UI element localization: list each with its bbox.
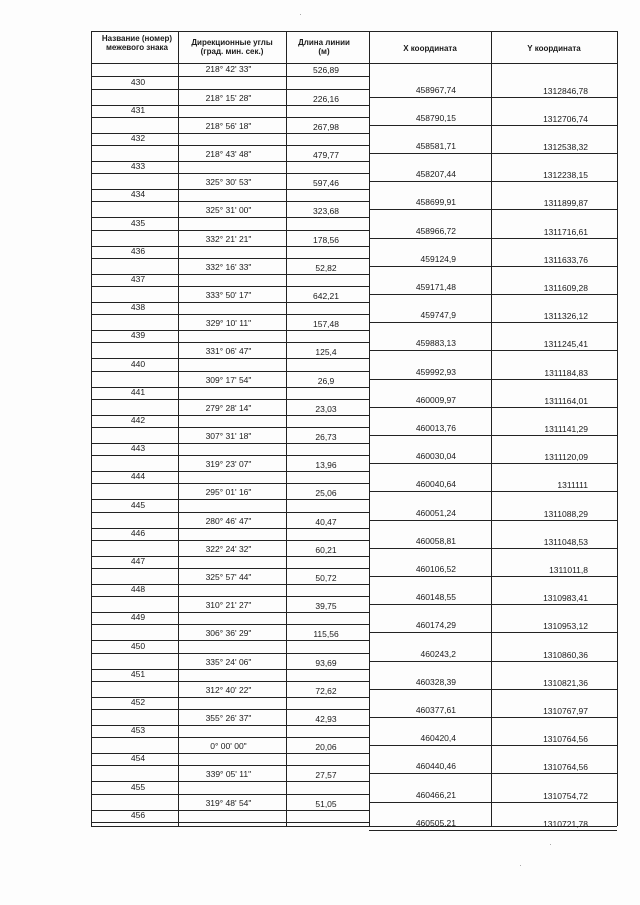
point-rule (91, 624, 369, 625)
header-x (372, 44, 488, 53)
point-rule (91, 258, 369, 259)
length-cell: 23,03 (315, 403, 337, 414)
angle-cell: 331° 06' 47" (205, 346, 252, 357)
point-label: 431 (130, 104, 146, 115)
coord-rule (369, 322, 617, 323)
point-rule (91, 455, 369, 456)
x-coordinate-cell: 460148,55 (415, 592, 456, 603)
coord-rule (369, 181, 617, 182)
angle-cell: 309° 17' 54" (205, 374, 252, 385)
angle-cell: 322° 24' 32" (205, 543, 252, 554)
y-coordinate-cell: 1311141,29 (544, 423, 588, 434)
length-cell: 39,75 (315, 601, 337, 612)
point-rule (91, 794, 369, 795)
y-coordinate-cell: 1311609,28 (543, 282, 588, 293)
point-label: 433 (130, 161, 146, 172)
x-coordinate-cell: 459992,93 (415, 366, 456, 377)
y-coordinate-cell: 1310764,56 (543, 734, 588, 745)
x-coordinate-cell: 459747,9 (420, 310, 456, 321)
x-coordinate-cell: 460328,39 (415, 676, 456, 687)
scan-speck (520, 865, 521, 866)
y-coordinate-cell: 1311011,8 (549, 564, 588, 575)
angle-cell: 279° 28' 14" (205, 402, 252, 413)
y-coordinate-cell: 1311111 (557, 480, 588, 491)
angle-cell: 218° 56' 18" (205, 120, 252, 131)
length-cell: 51,05 (315, 798, 337, 809)
angle-cell: 325° 30' 53" (205, 177, 252, 188)
length-cell: 26,9 (317, 375, 335, 386)
y-coordinate-cell: 1310721,78 (543, 818, 588, 829)
point-rule (91, 653, 369, 654)
y-coordinate-cell: 1311164,01 (544, 395, 588, 406)
y-coordinate-cell: 1311633,76 (543, 254, 588, 265)
y-coordinate-cell: 1310764,56 (543, 762, 588, 773)
header-length (292, 38, 356, 56)
coord-rule (369, 463, 617, 464)
coord-rule (369, 689, 617, 690)
angle-cell: 306° 36' 29" (205, 628, 252, 639)
length-cell: 27,57 (315, 770, 337, 781)
length-cell: 42,93 (315, 713, 337, 724)
header-angle (182, 38, 282, 56)
point-label: 434 (130, 189, 146, 200)
coord-rule (369, 802, 617, 803)
point-rule (91, 427, 369, 428)
point-label: 436 (130, 245, 146, 256)
x-coordinate-cell: 458966,72 (415, 225, 456, 236)
coord-rule (369, 491, 617, 492)
x-coordinate-cell: 460013,76 (415, 422, 456, 433)
x-coordinate-cell: 460051,24 (415, 507, 456, 518)
angle-cell: 339° 05' 11" (205, 769, 252, 780)
point-label: 440 (130, 358, 146, 369)
y-coordinate-cell: 1311048,53 (543, 536, 588, 547)
coord-rule (369, 379, 617, 380)
x-coordinate-cell: 458790,15 (415, 112, 456, 123)
point-rule (91, 596, 369, 597)
point-label: 451 (130, 668, 146, 679)
angle-cell: 295° 01' 16" (205, 487, 252, 498)
coord-rule (369, 125, 617, 126)
point-rule (91, 342, 369, 343)
x-coordinate-cell: 458699,91 (415, 197, 456, 208)
angle-cell: 319° 23' 07" (205, 459, 252, 470)
angle-cell: 218° 15' 28" (205, 92, 252, 103)
length-cell: 526,89 (313, 65, 339, 75)
y-coordinate-cell: 1312846,78 (543, 85, 588, 96)
header-name (94, 34, 180, 52)
coord-rule (369, 435, 617, 436)
point-label: 445 (130, 499, 146, 510)
length-cell: 26,73 (315, 431, 337, 442)
length-cell: 178,56 (313, 234, 339, 245)
header-length-text: Длина линии (м) (298, 38, 350, 56)
coord-rule (369, 632, 617, 633)
point-rule (91, 483, 369, 484)
scan-speck (300, 14, 301, 15)
y-coordinate-cell: 1312706,74 (543, 113, 588, 124)
point-rule (91, 201, 369, 202)
y-coordinate-cell: 1312238,15 (543, 170, 588, 181)
point-rule (91, 371, 369, 372)
x-coordinate-cell: 460420,4 (420, 733, 456, 744)
coord-rule (369, 717, 617, 718)
y-coordinate-cell: 1311899,87 (543, 198, 588, 209)
point-rule (91, 89, 369, 90)
point-rule (91, 230, 369, 231)
x-coordinate-cell: 460106,52 (415, 563, 456, 574)
x-coordinate-cell: 459124,9 (420, 253, 456, 264)
point-rule (91, 765, 369, 766)
header-angle-text: Дирекционные углы (град. мин. сек.) (191, 38, 273, 56)
x-coordinate-cell: 460058,81 (415, 535, 456, 546)
x-coordinate-cell: 460040,64 (415, 479, 456, 490)
point-label: 454 (130, 753, 146, 764)
point-label: 450 (130, 640, 146, 651)
angle-cell: 332° 16' 33" (205, 261, 252, 272)
coord-rule (369, 266, 617, 267)
point-label: 452 (130, 696, 146, 707)
coord-rule (369, 350, 617, 351)
angle-cell: 0° 00' 00" (210, 741, 247, 752)
coord-rule (369, 661, 617, 662)
length-cell: 642,21 (313, 290, 339, 301)
point-label: 449 (130, 612, 146, 623)
point-rule (91, 540, 369, 541)
x-coordinate-cell: 460505,21 (415, 817, 456, 828)
point-rule (91, 399, 369, 400)
point-label: 438 (130, 302, 146, 313)
length-cell: 479,77 (313, 149, 339, 160)
point-label: 444 (130, 471, 146, 482)
coord-rule (369, 209, 617, 210)
length-cell: 72,62 (315, 685, 337, 696)
table-top-rule (91, 31, 617, 32)
x-coordinate-cell: 459171,48 (415, 281, 456, 292)
point-rule (91, 173, 369, 174)
angle-cell: 335° 24' 06" (205, 656, 252, 667)
point-label: 448 (130, 584, 146, 595)
point-label: 430 (130, 76, 146, 87)
point-rule (91, 822, 369, 823)
length-cell: 50,72 (315, 572, 337, 583)
point-rule (91, 314, 369, 315)
x-coordinate-cell: 460009,97 (415, 394, 456, 405)
length-cell: 157,48 (313, 319, 339, 330)
coord-rule (369, 520, 617, 521)
column-rule (91, 31, 92, 826)
x-coordinate-cell: 460466,21 (415, 789, 456, 800)
coord-rule (369, 604, 617, 605)
y-coordinate-cell: 1312538,32 (543, 141, 588, 152)
coord-rule (369, 238, 617, 239)
length-cell: 25,06 (315, 488, 337, 499)
y-coordinate-cell: 1311088,29 (543, 508, 588, 519)
length-cell: 115,56 (313, 629, 339, 640)
y-coordinate-cell: 1310953,12 (543, 621, 588, 632)
y-coordinate-cell: 1310983,41 (543, 593, 588, 604)
point-rule (91, 145, 369, 146)
coord-rule (369, 830, 617, 831)
x-coordinate-cell: 460243,2 (420, 648, 456, 659)
point-rule (91, 568, 369, 569)
header-bottom-rule (91, 63, 617, 64)
angle-cell: 280° 46' 47" (205, 515, 252, 526)
length-cell: 125,4 (315, 347, 337, 358)
y-coordinate-cell: 1311716,61 (543, 226, 588, 237)
x-coordinate-cell: 459883,13 (415, 338, 456, 349)
coord-rule (369, 407, 617, 408)
length-cell: 597,46 (313, 178, 339, 189)
length-cell: 60,21 (315, 544, 337, 555)
point-label: 446 (130, 527, 146, 538)
angle-cell: 310° 21' 27" (205, 600, 252, 611)
y-coordinate-cell: 1310767,97 (543, 705, 588, 716)
y-coordinate-cell: 1310860,36 (543, 649, 588, 660)
point-rule (91, 512, 369, 513)
angle-cell: 319° 48' 54" (205, 797, 252, 808)
point-label: 456 (130, 809, 146, 820)
point-label: 442 (130, 414, 146, 425)
length-cell: 20,06 (315, 742, 337, 753)
y-coordinate-cell: 1311120,09 (544, 452, 588, 463)
scan-speck (550, 844, 551, 845)
point-label: 435 (130, 217, 146, 228)
x-coordinate-cell: 458581,71 (415, 140, 456, 151)
point-label: 432 (130, 132, 146, 143)
x-coordinate-cell: 460174,29 (415, 620, 456, 631)
angle-cell: 307° 31' 18" (205, 430, 252, 441)
point-label: 453 (130, 725, 146, 736)
length-cell: 13,96 (315, 460, 337, 471)
header-x-text: X координата (403, 44, 457, 53)
header-y-text: Y координата (527, 44, 581, 53)
point-label: 437 (130, 273, 146, 284)
length-cell: 52,82 (315, 262, 337, 273)
angle-cell: 329° 10' 11" (205, 318, 252, 329)
y-coordinate-cell: 1311184,83 (544, 367, 588, 378)
angle-cell: 325° 57' 44" (205, 571, 252, 582)
point-label: 443 (130, 443, 146, 454)
angle-cell: 355° 26' 37" (205, 712, 252, 723)
header-y (492, 44, 616, 53)
angle-cell: 325° 31' 00" (205, 205, 252, 216)
length-cell: 40,47 (315, 516, 337, 527)
point-label: 441 (130, 386, 146, 397)
length-cell: 226,16 (313, 93, 339, 104)
point-rule (91, 681, 369, 682)
point-rule (91, 737, 369, 738)
coord-rule (369, 745, 617, 746)
x-coordinate-cell: 458967,74 (415, 84, 456, 95)
coord-rule (369, 294, 617, 295)
y-coordinate-cell: 1310754,72 (543, 790, 588, 801)
column-rule (617, 31, 618, 826)
x-coordinate-cell: 460440,46 (415, 761, 456, 772)
angle-cell: 218° 43' 48" (205, 148, 252, 159)
angle-cell: 218° 42' 33" (205, 64, 252, 74)
length-cell: 323,68 (313, 206, 339, 217)
angle-cell: 333° 50' 17" (205, 289, 252, 300)
angle-cell: 332° 21' 21" (205, 233, 252, 244)
coord-rule (369, 153, 617, 154)
point-rule (91, 709, 369, 710)
y-coordinate-cell: 1311326,12 (543, 311, 588, 322)
point-label: 439 (130, 330, 146, 341)
x-coordinate-cell: 460377,61 (415, 704, 456, 715)
y-coordinate-cell: 1310821,36 (543, 677, 588, 688)
point-rule (91, 117, 369, 118)
length-cell: 93,69 (315, 657, 337, 668)
header-name-text: Название (номер) межевого знака (101, 34, 173, 52)
coord-rule (369, 548, 617, 549)
coord-rule (369, 97, 617, 98)
x-coordinate-cell: 460030,04 (415, 451, 456, 462)
point-rule (91, 286, 369, 287)
angle-cell: 312° 40' 22" (205, 684, 252, 695)
length-cell: 267,98 (313, 121, 339, 132)
y-coordinate-cell: 1311245,41 (543, 339, 588, 350)
x-coordinate-cell: 458207,44 (415, 169, 456, 180)
coord-rule (369, 576, 617, 577)
point-label: 447 (130, 555, 146, 566)
point-label: 455 (130, 781, 146, 792)
coord-rule (369, 773, 617, 774)
